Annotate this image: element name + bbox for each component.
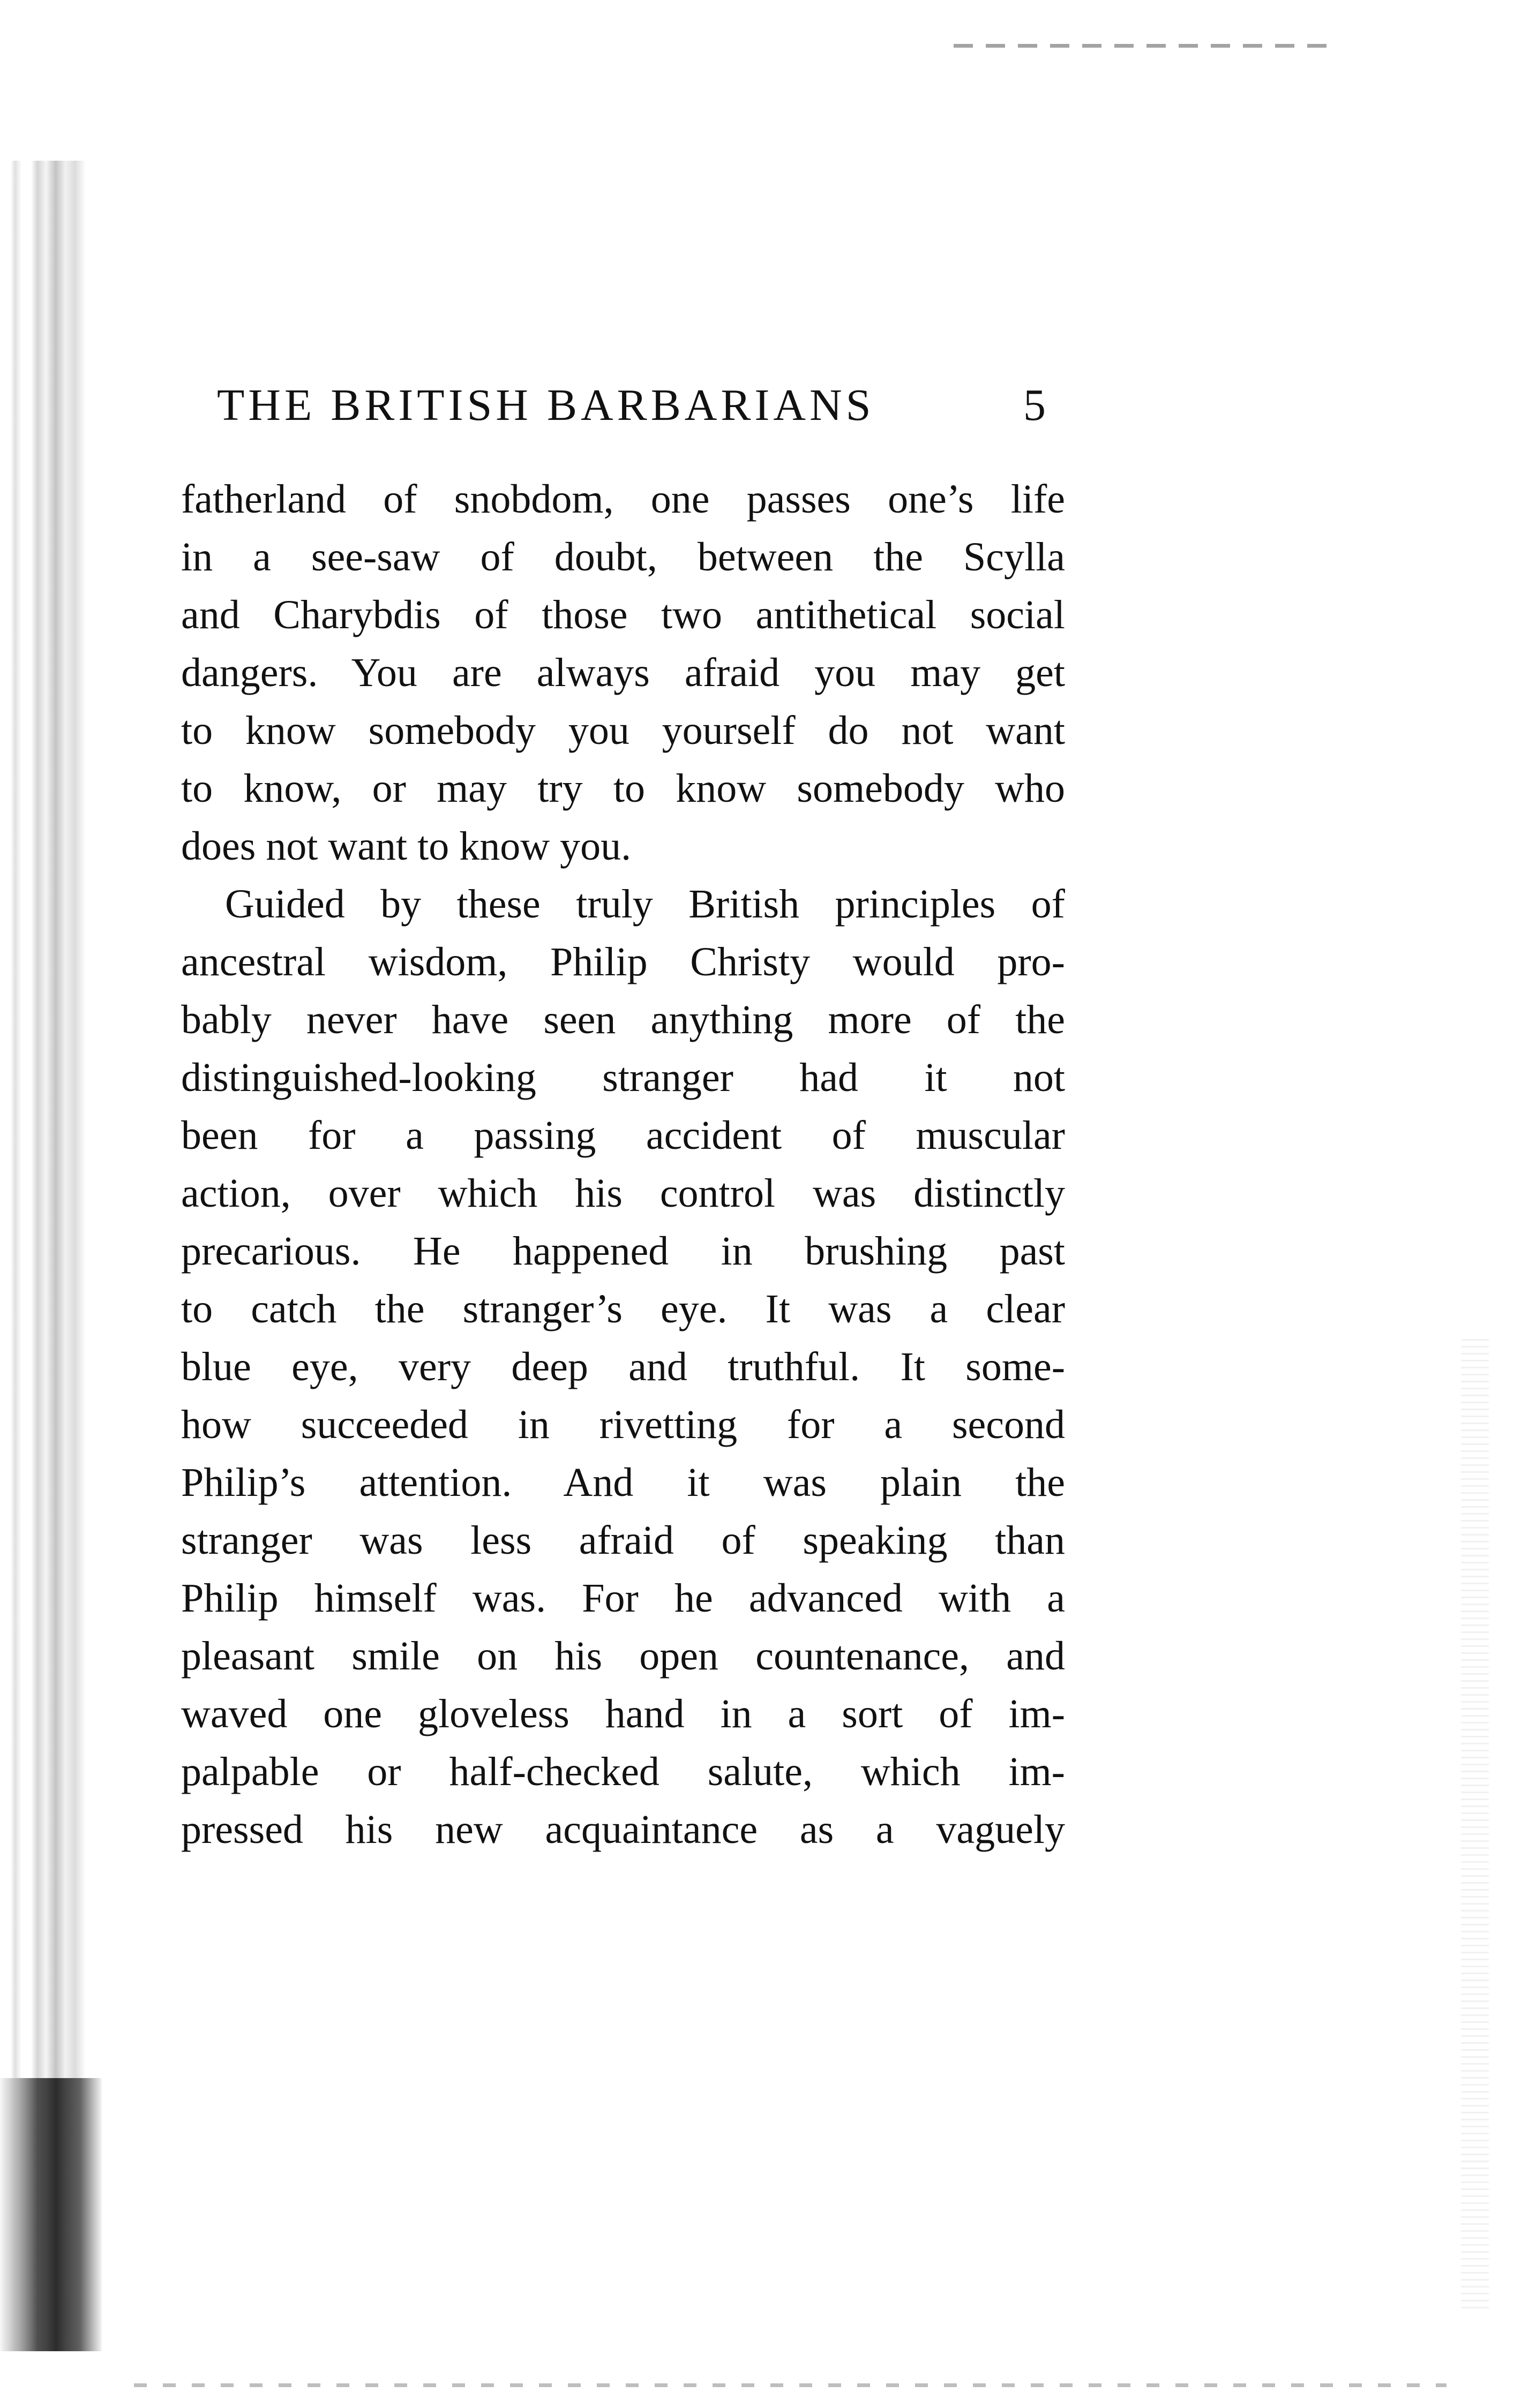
text-line-4: dangers. You are always afraid you may get (181, 650, 1065, 695)
right-edge-scan-noise (1461, 1339, 1489, 2314)
text-line-12: been for a passing accident of muscular (181, 1113, 1065, 1158)
binding-edge-dark-shadow (0, 2078, 102, 2351)
text-line-16: blue eye, very deep and truthful. It some- (181, 1344, 1065, 1389)
bottom-edge-scan-noise (134, 2383, 1446, 2387)
text-line-24: pressed his new acquaintance as a vaguely (181, 1807, 1065, 1852)
text-line-6: to know, or may try to know somebody who (181, 766, 1065, 811)
text-line-2: in a see-saw of doubt, between the Scylla (181, 535, 1065, 580)
text-line-3: and Charybdis of those two antithetical social (181, 592, 1065, 637)
text-line-11: distinguished-looking stranger had it not (181, 1055, 1065, 1100)
text-line-5: to know somebody you yourself do not want (181, 708, 1065, 753)
text-line-15: to catch the stranger’s eye. It was a clear (181, 1286, 1065, 1331)
page-number: 5 (1023, 380, 1046, 430)
text-line-7: does not want to know you. (181, 824, 632, 869)
binding-edge-shadow (0, 161, 102, 2351)
text-line-8: Guided by these truly British principles of (225, 882, 1065, 927)
text-line-10: bably never have seen anything more of the (181, 997, 1065, 1042)
text-line-18: Philip’s attention. And it was plain the (181, 1460, 1065, 1505)
text-line-23: palpable or half-checked salute, which im- (181, 1749, 1065, 1794)
text-line-20: Philip himself was. For he advanced with a (181, 1576, 1065, 1621)
text-line-17: how succeeded in rivetting for a second (181, 1402, 1065, 1447)
text-line-13: action, over which his control was distinctly (181, 1171, 1065, 1216)
running-head (217, 376, 1074, 435)
running-head-title: THE BRITISH BARBARIANS (217, 380, 875, 430)
text-line-19: stranger was less afraid of speaking than (181, 1518, 1065, 1563)
text-line-9: ancestral wisdom, Philip Christy would pro- (181, 939, 1065, 984)
body-text (181, 470, 1065, 1858)
top-edge-scan-noise (954, 44, 1339, 48)
text-line-22: waved one gloveless hand in a sort of im- (181, 1691, 1065, 1736)
text-line-14: precarious. He happened in brushing past (181, 1229, 1065, 1274)
text-line-1: fatherland of snobdom, one passes one’s life (181, 477, 1065, 522)
text-line-21: pleasant smile on his open countenance, and (181, 1634, 1065, 1679)
